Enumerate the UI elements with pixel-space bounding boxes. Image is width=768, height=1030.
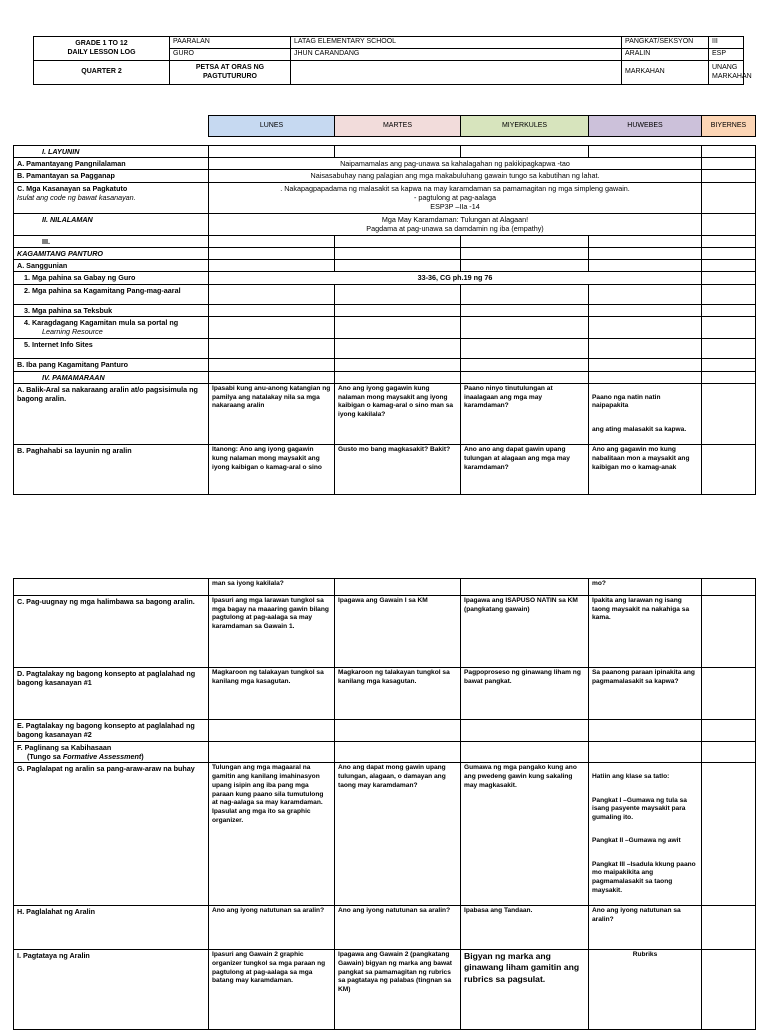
layunin-heading: I. LAYUNIN (14, 146, 209, 158)
guro-value: JHUN CARANDANG (291, 49, 622, 61)
balik-aral-huwebes-line-2: ang ating malasakit sa kapwa. (592, 425, 687, 433)
grade-cell (34, 37, 170, 61)
day-biyernes: BIYERNES (702, 116, 756, 137)
pamantayang-pangnilalaman-value: Naipamamalas ang pag-unawa sa kahalagahan ng pakikipagkapwa -tao (209, 158, 702, 170)
pagtalakay-2-label: E. Pagtalakay ng bagong konsepto at paglalahad ng bagong kasanayan #2 (14, 720, 209, 742)
paglalahat-label: H. Paglalahat ng Aralin (14, 906, 209, 950)
paglalapat-martes: Ano ang dapat mong gawin upang tulungan, alagaan, o damayan ang taong may karamdaman? (335, 763, 461, 906)
aralin-label: ARALIN (622, 49, 709, 61)
header-table (33, 36, 752, 85)
pangkat-value: III (709, 37, 744, 49)
paglinang-cell (14, 742, 209, 763)
kasanayan-line-2: - pagtulong at pag-aalaga (414, 192, 496, 202)
day-huwebes: HUWEBES (589, 116, 702, 137)
paglalapat-miyerkules: Gumawa ng mga pangako kung ano ang pwedeng gawin kung sakaling may magkasakit. (461, 763, 589, 906)
pagtataya-martes: Ipagawa ang Gawain 2 (pangkatang Gawain) bigyan ng marka ang bawat pangkat sa pamamagitan ng rubrics sa pagtataya ng palabas (tingnan sa KM) (335, 950, 461, 1030)
pag-uugnay-huwebes: Ipakita ang larawan ng isang taong maysakit na nakahiga sa kama. (589, 596, 702, 668)
pag-uugnay-martes: Ipagawa ang Gawain I sa KM (335, 596, 461, 668)
kasanayan-line-3: ESP3P –IIa -14 (430, 202, 480, 212)
pamantayan-pagganap-value: Naisasabuhay nang palagian ang mga makabuluhang gawain tungo sa kabutihan ng lahat. (209, 170, 702, 182)
gabay-guro-label: 1. Mga pahina sa Gabay ng Guro (14, 272, 209, 284)
lesson-log-table (13, 115, 756, 495)
kasanayan-cell (14, 182, 209, 213)
karagdagang-kagamitan-cell (14, 316, 209, 338)
blank-corner (14, 116, 209, 137)
paglinang-sub-2: Formative Assessment (62, 752, 142, 762)
balik-aral-huwebes-line-1: Paano nga natin natin naipapakita (592, 393, 661, 410)
paghahabi-lunes-cont: man sa iyong kakilala? (209, 579, 335, 596)
paghahabi-huwebes: Ano ang gagawin mo kung nabalitaan mon a maysakit ang kaibigan mo o kamag-anak (589, 445, 702, 495)
quarter-label: QUARTER 2 (34, 61, 170, 85)
paglalahat-miyerkules: Ipabasa ang Tandaan. (461, 906, 589, 950)
paglalahat-lunes: Ano ang iyong natutunan sa aralin? (209, 906, 335, 950)
paaralan-value: LATAG ELEMENTARY SCHOOL (291, 37, 622, 49)
iii-heading: III. (14, 235, 209, 247)
day-miyerkules: MIYERKULES (461, 116, 589, 137)
pagtalakay-1-lunes: Magkaroon ng talakayan tungkol sa kanilang mga kasagutan. (209, 668, 335, 720)
paglalapat-huwebes-line-1: Hatiin ang klase sa tatlo: (592, 773, 670, 781)
pagtalakay-1-martes: Magkaroon ng talakayan tungkol sa kanilang mga kasagutan. (335, 668, 461, 720)
paglinang-sub-3: ) (141, 752, 144, 762)
pag-uugnay-miyerkules: Ipagawa ang ISAPUSO NATIN sa KM (pangkatang gawain) (461, 596, 589, 668)
paglalapat-huwebes-line-2: Pangkat I –Gumawa ng tula sa isang pasyente maysakit para gumaling ito. (592, 796, 687, 821)
markahan-label: MARKAHAN (622, 61, 709, 85)
teksbuk-label: 3. Mga pahina sa Teksbuk (14, 304, 209, 316)
pagtalakay-1-miyerkules: Pagpoproseso ng ginawang liham ng bawat pangkat. (461, 668, 589, 720)
petsa-label: PETSA AT ORAS NG PAGTUTURURO (170, 61, 291, 85)
pangkat-label: PANGKAT/SEKSYON (622, 37, 709, 49)
paglalapat-huwebes-line-3: Pangkat II –Gumawa ng awit (592, 837, 681, 845)
pamantayang-pangnilalaman-label: A. Pamantayang Pangnilalaman (14, 158, 209, 170)
paglinang-label: F. Paglinang sa Kabihasaan (17, 743, 112, 752)
paghahabi-label: B. Paghahabi sa layunin ng aralin (14, 445, 209, 495)
paglalahat-martes: Ano ang iyong natutunan sa aralin? (335, 906, 461, 950)
karagdagang-kagamitan-label: 4. Karagdagang Kagamitan mula sa portal ng (24, 317, 179, 327)
paglinang-sublabel (17, 752, 205, 761)
paglalapat-huwebes (589, 763, 702, 906)
balik-aral-lunes: Ipasabi kung anu-anong katangian ng pamilya ang natalakay nila sa mga nakaraang aralin (209, 383, 335, 444)
pamantayan-pagganap-label: B. Pamantayan sa Pagganap (14, 170, 209, 182)
learning-resource-label: Learning Resource (42, 326, 103, 336)
kagamitang-heading: KAGAMITANG PANTURO (14, 247, 209, 259)
kasanayan-line-1: . Nakapagpapadama ng malasakit sa kapwa na may karamdaman sa pamamagitan ng mga simpleng gawain. (280, 183, 630, 193)
gabay-guro-value: 33-36, CG ph.19 ng 76 (209, 272, 702, 284)
nilalaman-line-1: Mga May Karamdaman: Tulungan at Alagaan! (381, 214, 529, 224)
kasanayan-sublabel: Isulat ang code ng bawat kasanayan. (17, 192, 136, 202)
pagtataya-label: I. Pagtataya ng Aralin (14, 950, 209, 1030)
lesson-log-table-continued (13, 578, 756, 1030)
iba-pang-kagamitan-label: B. Iba pang Kagamitang Panturo (14, 358, 209, 371)
petsa-value (291, 61, 622, 85)
nilalaman-line-2: Pagdama at pag-unawa sa damdamin ng iba (empathy) (366, 223, 544, 233)
paglalapat-huwebes-line-4: Pangkat III –Isadula kkung paano mo maipakikita ang pagmamalasakit sa taong maysakit. (592, 860, 696, 894)
balik-aral-huwebes (589, 383, 702, 444)
pagtalakay-1-label: D. Pagtalakay ng bagong konsepto at paglalahad ng bagong kasanayan #1 (14, 668, 209, 720)
day-lunes: LUNES (209, 116, 335, 137)
pagtataya-lunes: Ipasuri ang Gawain 2 graphic organizer tungkol sa mga paraan ng pagtulong at pag-aalaga sa mga batang may karamdaman. (209, 950, 335, 1030)
nilalaman-value (209, 213, 702, 235)
log-label: DAILY LESSON LOG (67, 48, 136, 56)
pagtataya-huwebes: Rubriks (589, 950, 702, 1030)
balik-aral-martes: Ano ang iyong gagawin kung nalaman mong maysakit ang iyong kaibigan o kamag-aral o sino man sa iyong kakilala? (335, 383, 461, 444)
pagtataya-miyerkules: Bigyan ng marka ang ginawang liham gamitin ang rubrics sa pagsulat. (461, 950, 589, 1030)
paglinang-sub-1: (Tungo sa (27, 752, 63, 762)
paaralan-label: PAARALAN (170, 37, 291, 49)
paglalahat-huwebes: Ano ang iyong natutunan sa aralin? (589, 906, 702, 950)
kasanayan-value (209, 182, 702, 213)
balik-aral-label: A. Balik-Aral sa nakaraang aralin at/o pagsisimula ng bagong aralin. (14, 383, 209, 444)
balik-aral-miyerkules: Paano ninyo tinutulungan at inaalagaan ang mga may karamdaman? (461, 383, 589, 444)
pamamaraan-heading: IV. PAMAMARAAN (14, 371, 209, 383)
paglalapat-label: G. Paglalapat ng aralin sa pang-araw-araw na buhay (14, 763, 209, 906)
nilalaman-heading: II. NILALAMAN (14, 213, 209, 235)
paghahabi-huwebes-cont: mo? (589, 579, 702, 596)
paghahabi-miyerkules: Ano ano ang dapat gawin upang tulungan at alagaan ang mga may karamdaman? (461, 445, 589, 495)
pag-uugnay-lunes: Ipasuri ang mga larawan tungkol sa mga bagay na maaaring gawin bilang pagtulong at pag-aalaga sa may karamdaman sa Gawain 1. (209, 596, 335, 668)
guro-label: GURO (170, 49, 291, 61)
pag-uugnay-label: C. Pag-uugnay ng mga halimbawa sa bagong aralin. (14, 596, 209, 668)
markahan-value: UNANG MARKAHAN (709, 61, 744, 85)
grade-label: GRADE 1 TO 12 (75, 39, 128, 47)
kasanayan-label: C. Mga Kasanayan sa Pagkatuto (17, 183, 128, 193)
sanggunian-label: A. Sanggunian (14, 260, 209, 272)
paglalapat-lunes: Tulungan ang mga magaaral na gamitin ang kanilang imahinasyon upang isipin ang iba pang mga paraan kung paano sila tumutulong at nag-aalaga sa may karamdaman. Ipasulat ang mga ito sa graphic organizer. (209, 763, 335, 906)
paghahabi-martes: Gusto mo bang magkasakit? Bakit? (335, 445, 461, 495)
day-martes: MARTES (335, 116, 461, 137)
pagtalakay-1-huwebes: Sa paanong paraan ipinakita ang pagmamalasakit sa kapwa? (589, 668, 702, 720)
internet-info-label: 5. Internet Info Sites (14, 338, 209, 358)
paghahabi-lunes: Itanong: Ano ang iyong gagawin kung nalaman mong maysakit ang iyong kaibigan o kamag-aral o sino (209, 445, 335, 495)
kagamitang-pang-mag-aaral-label: 2. Mga pahina sa Kagamitang Pang-mag-aaral (14, 284, 209, 304)
aralin-value: ESP (709, 49, 744, 61)
